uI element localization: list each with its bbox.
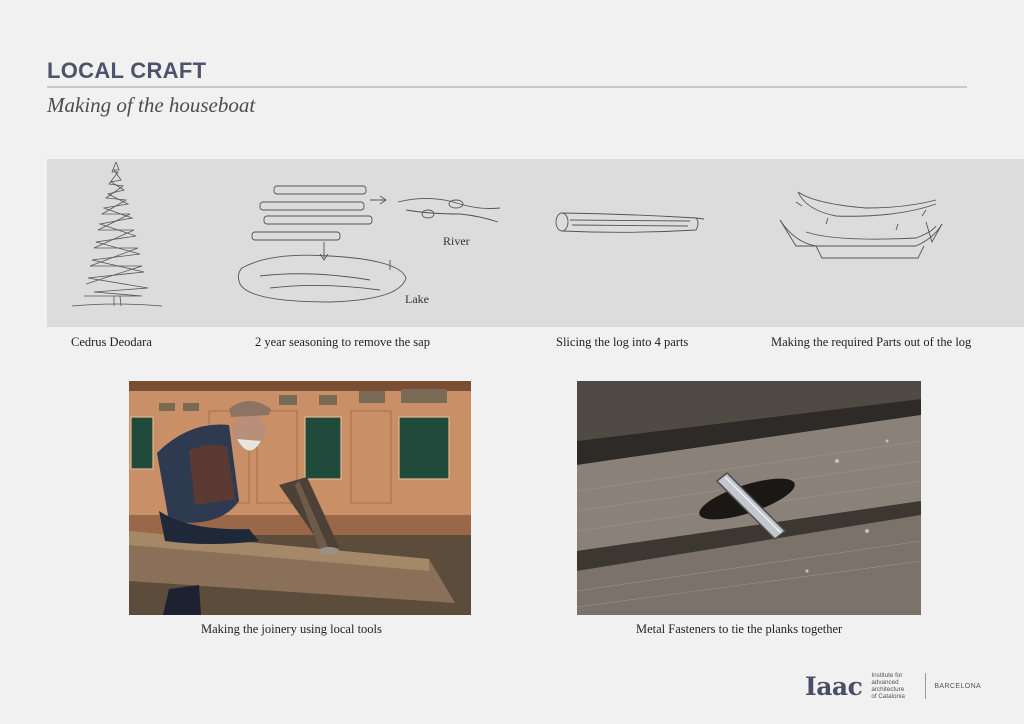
cedar-tree-sketch bbox=[64, 160, 170, 308]
caption-seasoning: 2 year seasoning to remove the sap bbox=[255, 335, 430, 349]
carpenter-photo bbox=[129, 381, 471, 615]
logo-separator bbox=[925, 673, 926, 699]
lake-label: Lake bbox=[405, 292, 429, 306]
iaac-logo-mark: Iaac bbox=[805, 671, 863, 701]
metal-fastener-photo bbox=[577, 381, 921, 615]
caption-cedrus-deodara: Cedrus Deodara bbox=[71, 335, 152, 349]
title-divider bbox=[47, 86, 967, 88]
caption-joinery: Making the joinery using local tools bbox=[201, 622, 382, 636]
caption-slicing: Slicing the log into 4 parts bbox=[556, 335, 689, 349]
caption-parts: Making the required Parts out of the log bbox=[771, 335, 972, 349]
caption-fasteners: Metal Fasteners to tie the planks together bbox=[636, 622, 843, 636]
iaac-logo bbox=[805, 668, 981, 704]
boat-parts-sketch bbox=[776, 186, 946, 266]
iaac-institute-name: Institute for advanced architecture of Catalonia bbox=[871, 671, 905, 701]
page-title: LOCAL CRAFT bbox=[47, 58, 207, 83]
log-slicing-sketch bbox=[550, 206, 706, 240]
logo-city: BARCELONA bbox=[934, 682, 982, 690]
river-label: River bbox=[443, 234, 470, 248]
page-subtitle: Making of the houseboat bbox=[47, 93, 256, 117]
